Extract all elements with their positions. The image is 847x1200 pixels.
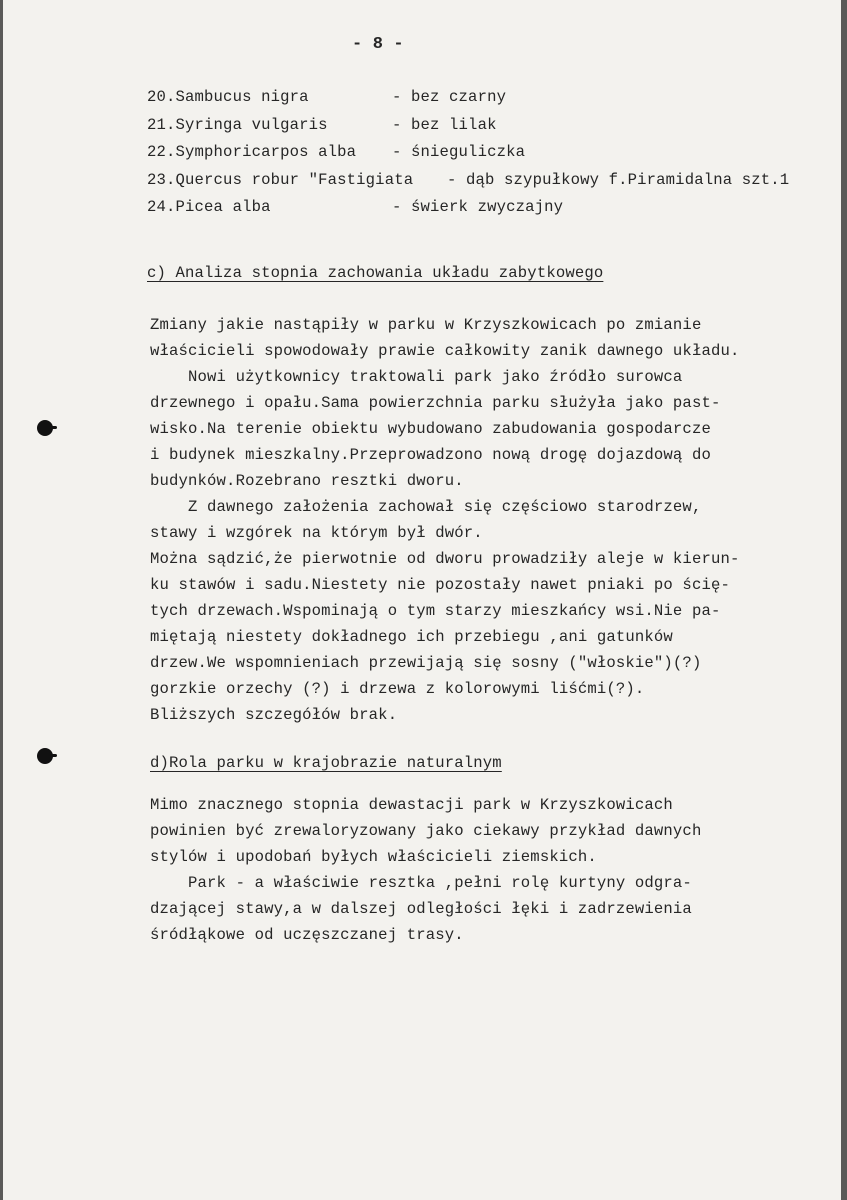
text-line: wisko.Na terenie obiektu wybudowano zabudowania gospodarcze [150, 420, 711, 438]
species-polish-name: - śnieguliczka [392, 143, 526, 161]
section-c-body [150, 312, 739, 728]
text-line: tych drzewach.Wspominają o tym starzy mieszkańcy wsi.Nie pa- [150, 602, 721, 620]
section-c-heading: c) Analiza stopnia zachowania układu zabytkowego [147, 264, 604, 282]
species-polish-name: - bez czarny [392, 88, 507, 106]
text-line: Zmiany jakie nastąpiły w parku w Krzyszkowicach po zmianie [150, 316, 702, 334]
text-line: właścicieli spowodowały prawie całkowity zanik dawnego układu. [150, 342, 740, 360]
document-page [3, 0, 841, 1200]
species-polish-name: - dąb szypułkowy f.Piramidalna szt.1 [447, 170, 790, 189]
text-line: miętają niestety dokładnego ich przebiegu ,ani gatunków [150, 628, 673, 646]
text-line: Można sądzić,że pierwotnie od dworu prowadziły aleje w kierun- [150, 550, 740, 568]
text-line: stawy i wzgórek na którym był dwór. [150, 524, 483, 542]
species-latin-name: 24.Picea alba [147, 198, 271, 216]
section-d-heading: d)Rola parku w krajobrazie naturalnym [150, 754, 502, 772]
text-line: Z dawnego założenia zachował się częściowo starodrzew, [150, 498, 702, 516]
text-line: ku stawów i sadu.Niestety nie pozostały nawet pniaki po ścię- [150, 576, 730, 594]
text-line: Nowi użytkownicy traktowali park jako źródło surowca [150, 368, 683, 386]
species-latin-name: 20.Sambucus nigra [147, 88, 309, 106]
punch-hole-icon [37, 420, 53, 436]
text-line: gorzkie orzechy (?) i drzewa z kolorowymi liśćmi(?). [150, 680, 645, 698]
text-line: śródłąkowe od uczęszczanej trasy. [150, 926, 464, 944]
text-line: Mimo znacznego stopnia dewastacji park w Krzyszkowicach [150, 796, 673, 814]
section-d-body [150, 792, 701, 948]
text-line: i budynek mieszkalny.Przeprowadzono nową drogę dojazdową do [150, 446, 711, 464]
punch-hole-icon [37, 748, 53, 764]
text-line: drzew.We wspomnieniach przewijają się sosny ("włoskie")(?) [150, 654, 702, 672]
species-latin-name: 22.Symphoricarpos alba [147, 143, 357, 161]
text-line: dzającej stawy,a w dalszej odległości łęki i zadrzewienia [150, 900, 692, 918]
species-polish-name: - bez lilak [392, 115, 497, 134]
text-line: Park - a właściwie resztka ,pełni rolę kurtyny odgra- [150, 874, 692, 892]
text-line: drzewnego i opału.Sama powierzchnia parku służyła jako past- [150, 394, 721, 412]
text-line: budynków.Rozebrano resztki dworu. [150, 472, 464, 490]
text-line: stylów i upodobań byłych właścicieli ziemskich. [150, 848, 597, 866]
page-number: - 8 - [352, 35, 404, 54]
species-polish-name: - świerk zwyczajny [392, 198, 564, 216]
species-latin-name: 21.Syringa vulgaris [147, 115, 328, 134]
text-line: powinien być zrewaloryzowany jako ciekawy przykład dawnych [150, 822, 702, 840]
text-line: Bliższych szczegółów brak. [150, 706, 398, 724]
species-latin-name: 23.Quercus robur "Fastigiata [147, 170, 414, 189]
